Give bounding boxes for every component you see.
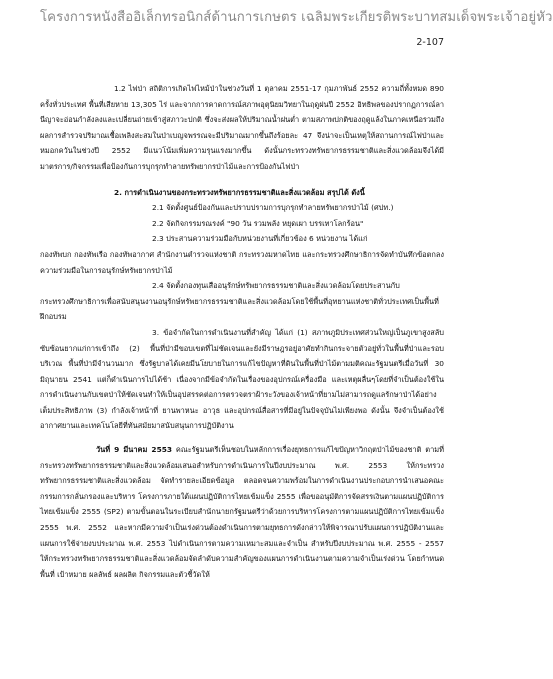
page-header-title: โครงการหนังสืออิเล็กทรอนิกส์ด้านการเกษตร เฉลิมพระเกียรติพระบาทสมเด็จพระเจ้าอยู่หัว (40, 10, 553, 25)
paragraph-1-2-forest-fire: 1.2 ไฟป่า สถิติการเกิดไฟไหม้ป่าในช่วงวันที่ 1 ตุลาคม 2551-17 กุมภาพันธ์ 2552 ความถี่ทั้งหมด 890 ครั้งทั่วประเทศ พื้นที่เสียหาย 13,305 ไร่ และจากการคาดการณ์สภาพอุตุนิยมวิทยาในฤดูฝนปี 2552 อิทธิพลของปรากฏการณ์ลานีญาจะอ่อนกำลังลงและเปลี่ยนถ่ายเข้าสู่สภาวะปกติ ซึ่งจะส่งผลให้ปริมาณน้ำฝนต่ำ ตามสภาพปกติของฤดูแล้งในภาคเหนือรวมถึงผลการสำรวจปริมาณเชื้อเพลิงสะสมในป่าเบญจพรรณจะมีปริมาณมากขึ้นถึงร้อยละ 47 จึงน่าจะเป็นเหตุให้สถานการณ์ไฟป่าและหมอกควันในช่วงปี 2552 มีแนวโน้มเพิ่มความรุนแรงมากขึ้น ดังนั้นกระทรวงทรัพยากรธรรมชาติและสิ่งแวดล้อมจึงได้มีมาตรการ/กิจกรรมเพื่อป้องกันการบุกรุกทำลายทรัพยากรป่าไม้และการป้องกันไฟป่า (40, 84, 444, 171)
document-body (40, 81, 444, 582)
list-item-2-3-continuation: กองทัพบก กองทัพเรือ กองทัพอากาศ สำนักงานตำรวจแห่งชาติ กระทรวงมหาดไทย และกระทรวงศึกษาธิการจัดทำบันทึกข้อตกลงความร่วมมือในการอนุรักษ์ทรัพยากรป่าไม้ (40, 249, 444, 275)
list-item-2-3: 2.3 ประสานความร่วมมือกับหน่วยงานที่เกี่ยวข้อง 6 หน่วยงาน ได้แก่ (152, 234, 368, 244)
section-heading-2: 2. การดำเนินงานของกระทรวงทรัพยากรธรรมชาติและสิ่งแวดล้อม สรุปได้ ดังนี้ (114, 187, 365, 197)
page-number: 2-107 (416, 37, 444, 48)
list-item-2-4: 2.4 จัดตั้งกองทุนเสืออนุรักษ์ทรัพยากรธรรมชาติและสิ่งแวดล้อมโดยประสานกับ (152, 281, 400, 291)
paragraph-cabinet-resolution (40, 442, 444, 582)
cabinet-resolution-text: คณะรัฐมนตรีเห็นชอบในหลักการเรื่องยุทธการแก้ไขปัญหาวิกฤตป่าไม้ของชาติ ตามที่กระทรวงทรัพยากรธรรมชาติและสิ่งแวดล้อมเสนอสำหรับการดำเนินการในปีงบประมาณ พ.ศ. 2553 ให้กระทรวงทรัพยากรธรรมชาติและสิ่งแวดล้อม จัดทำรายละเอียดข้อมูล ตลอดจนความพร้อมในการดำเนินงานประกอบการนำเสนอคณะกรรมการกลั่นกรองและบริหาร โครงการภายใต้แผนปฏิบัติการไทยเข้มแข็ง 2555 เพื่อขออนุมัติการจัดสรรเงินตามแผนปฏิบัติการไทยเข้มแข็ง 2555 (SP2) ตามขั้นตอนในระเบียบสำนักนายกรัฐมนตรีว่าด้วยการบริหารโครงการตามแผนปฏิบัติการไทยเข้มแข็ง 2555 พ.ศ. 2552 และหากมีความจำเป็นเร่งด่วนต้องดำเนินการตามยุทธการดังกล่าวให้พิจารณาปรับแผนการปฏิบัติงานและแผนการใช้จ่ายงบประมาณ พ.ศ. 2553 ไปดำเนินการตามความเหมาะสมและจำเป็น สำหรับปีงบประมาณ พ.ศ. 2555 - 2557 ให้กระทรวงทรัพยากรธรรมชาติและสิ่งแวดล้อมจัดลำดับความสำคัญของแผนการดำเนินงานตามความจำเป็นเร่งด่วน โดยกำหนดพื้นที่ เป้าหมาย ผลลัพธ์ ผลผลิต กิจกรรมและตัวชี้วัดให้ (40, 445, 444, 579)
list-item-2-4-continuation: กระทรวงศึกษาธิการเพื่อสนับสนุนงานอนุรักษ์ทรัพยากรธรรมชาติและสิ่งแวดล้อมโดยใช้พื้นที่อุทยานแห่งชาติทั่วประเทศเป็นพื้นที่ฝึกอบรม (40, 296, 439, 322)
cabinet-date: วันที่ 9 มีนาคม 2553 (96, 445, 173, 455)
list-item-2-2: 2.2 จัดกิจกรรมรณรงค์ "90 วัน รวมพลัง หยุดเผา บรรเทาโลกร้อน" (152, 218, 364, 228)
paragraph-3-limitations: 3. ข้อจำกัดในการดำเนินงานที่สำคัญ ได้แก่ (1) สภาพภูมิประเทศส่วนใหญ่เป็นภูเขาสูงสลับซับซ้อนยากแก่การเข้าถึง (2) พื้นที่ป่ามีขอบเขตที่ไม่ชัดเจนและยังมีราษฎรอยู่อาศัยทำกินกระจายตัวอยู่ทั่วในพื้นที่ป่าและรอบบริเวณ พื้นที่ป่ามีจำนวนมาก ซึ่งรัฐบาลได้เคยมีนโยบายในการแก้ไขปัญหาที่ดินในพื้นที่ป่าไม้ตามมติคณะรัฐมนตรีเมื่อวันที่ 30 มิถุนายน 2541 แต่ก็ดำเนินการไปได้ช้า เนื่องจากมีข้อจำกัดในเรื่องของอุปกรณ์เครื่องมือ และเหตุผลื่นๆโดยที่จำเป็นต้องใช้ในการดำเนินงานกับเขตป่าให้ชัดเจนทำให้เป็นอุปสรรคต่อการตรวจตราฝ้าระวังของเจ้าหน้าที่ยามไม่สามารถดูแลรักษาป่าได้อย่างเต็มประสิทธิภาพ (3) กำลังเจ้าหน้าที่ ยานพาหนะ อาวุธ และอุปกรณ์สื่อสารที่มีอยู่ในปัจจุบันไม่เพียงพอ ดังนั้น จึงจำเป็นต้องใช้อากาศยานและเทคโนโลยีที่ทันสมัยมาสนับสนุนการปฏิบัติงาน (40, 327, 444, 431)
list-item-2-1: 2.1 จัดตั้งศูนย์ป้องกันและปราบปรามการบุกรุกทำลายทรัพยากรป่าไม้ (ศปท.) (152, 203, 394, 213)
